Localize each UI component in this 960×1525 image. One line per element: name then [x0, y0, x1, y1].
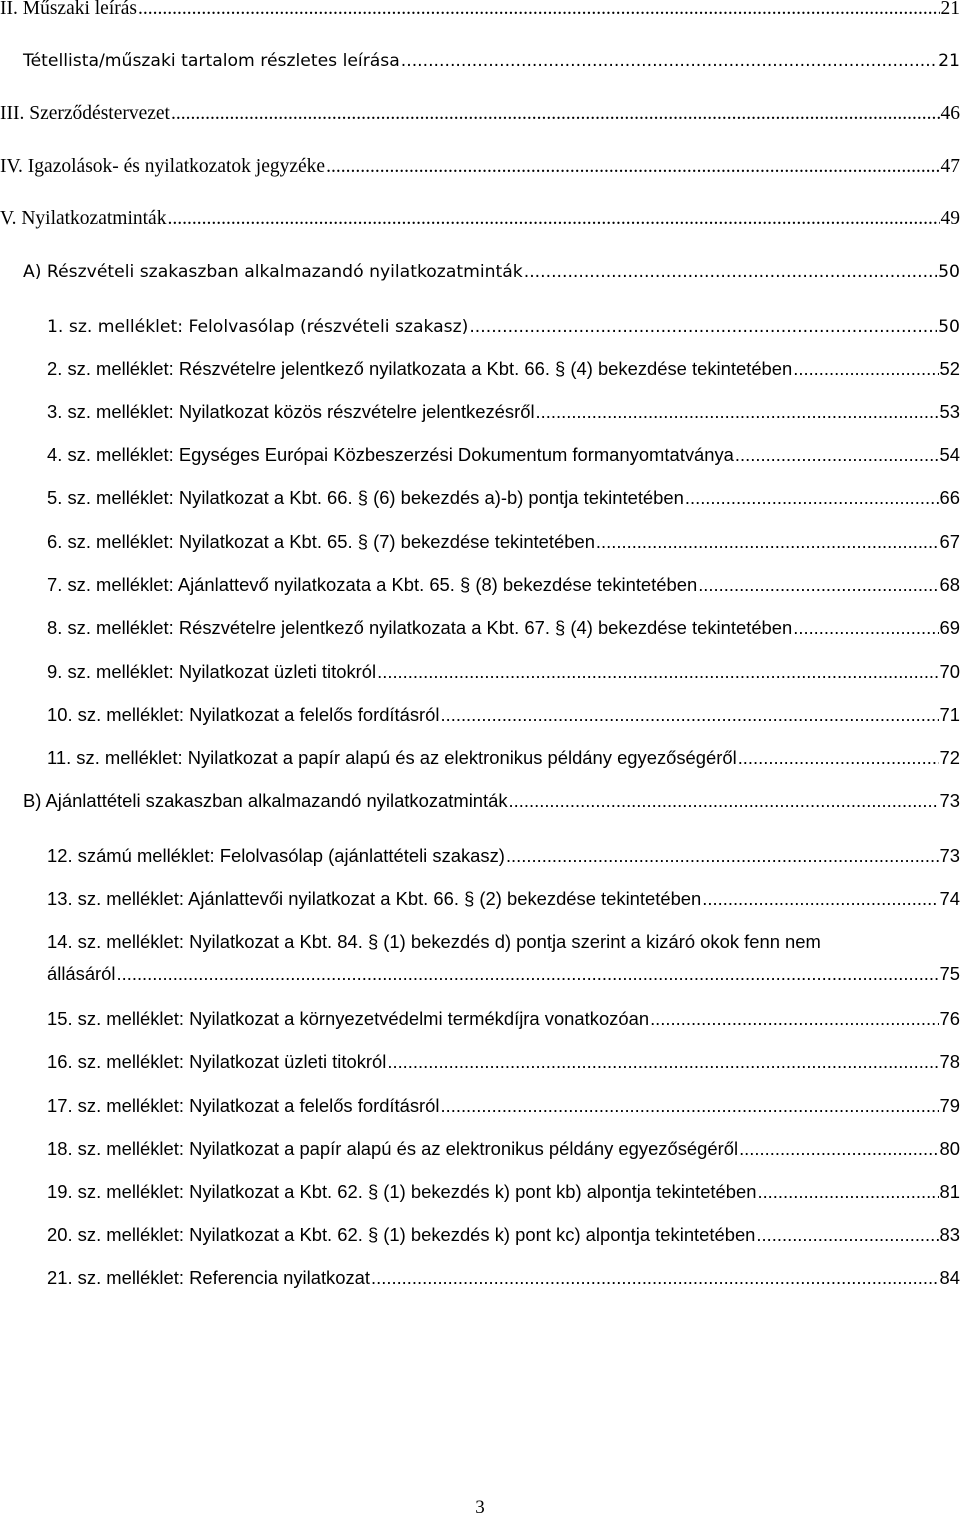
toc-entry-page: 54: [939, 444, 960, 465]
toc-dot-leader: [469, 311, 937, 343]
toc-entry[interactable]: [0, 203, 960, 235]
toc-dot-leader: [793, 612, 938, 644]
toc-dot-leader: [326, 151, 939, 183]
toc-entry-page: 47: [940, 156, 960, 177]
toc-dot-leader: [117, 958, 939, 990]
toc-entry-title: 14. sz. melléklet: Nyilatkozat a Kbt. 84. § (1) bekezdés d) pontja szerint a kizáró okok fenn nem: [47, 931, 821, 952]
toc-dot-leader: [387, 1046, 938, 1078]
toc-entry-title-continued: állásáról: [47, 963, 116, 984]
toc-entry[interactable]: [47, 1176, 960, 1208]
toc-entry-title: 19. sz. melléklet: Nyilatkozat a Kbt. 62. § (1) bekezdés k) pont kb) alpontja tekintetében: [47, 1181, 757, 1202]
toc-entry-page: 74: [939, 888, 960, 909]
toc-entry-page: 69: [939, 617, 960, 638]
toc-entry[interactable]: [0, 0, 960, 25]
toc-entry[interactable]: [47, 612, 960, 644]
toc-entry-title: 11. sz. melléklet: Nyilatkozat a papír alapú és az elektronikus példány egyezőségéről: [47, 747, 737, 768]
toc-entry-title: 15. sz. melléklet: Nyilatkozat a környezetvédelmi termékdíjra vonatkozóan: [47, 1008, 650, 1029]
toc-dot-leader: [509, 785, 939, 817]
toc-entry[interactable]: [47, 656, 960, 688]
toc-entry-page: 46: [940, 103, 960, 124]
toc-entry-page: 71: [939, 704, 960, 725]
toc-dot-leader: [524, 256, 937, 288]
toc-entry-page: 70: [939, 661, 960, 682]
toc-entry-page: 81: [939, 1181, 960, 1202]
toc-entry[interactable]: [47, 353, 960, 385]
toc-entry-title: 8. sz. melléklet: Részvételre jelentkező nyilatkozata a Kbt. 67. § (4) bekezdése tekintetében: [47, 617, 793, 638]
toc-entry-title: 16. sz. melléklet: Nyilatkozat üzleti titokról: [47, 1051, 387, 1072]
toc-entry-page: 79: [939, 1095, 960, 1116]
toc-entry-title: 13. sz. melléklet: Ajánlattevői nyilatkozat a Kbt. 66. § (2) bekezdése tekintetében: [47, 888, 702, 909]
toc-entry-page: 66: [939, 487, 960, 508]
toc-entry-title: 17. sz. melléklet: Nyilatkozat a felelős fordításról: [47, 1095, 440, 1116]
toc-entry[interactable]: [47, 396, 960, 428]
toc-entry[interactable]: [47, 1003, 960, 1035]
toc-entry[interactable]: [47, 883, 960, 915]
toc-entry-page: 50: [938, 262, 960, 282]
toc-dot-leader: [738, 742, 939, 774]
toc-entry-title: 2. sz. melléklet: Részvételre jelentkező nyilatkozata a Kbt. 66. § (4) bekezdése tekintetében: [47, 358, 793, 379]
toc-entry-continuation: [47, 958, 960, 990]
toc-entry[interactable]: [47, 1090, 960, 1122]
toc-entry-title: B) Ajánlattételi szakaszban alkalmazandó nyilatkozatminták: [23, 790, 508, 811]
toc-dot-leader: [506, 840, 939, 872]
toc-entry-page: 75: [939, 963, 960, 984]
toc-entry[interactable]: [47, 840, 960, 872]
toc-entry-title: 18. sz. melléklet: Nyilatkozat a papír alapú és az elektronikus példány egyezőségéről: [47, 1138, 739, 1159]
toc-entry-title: 12. számú melléklet: Felolvasólap (ajánlattételi szakasz): [47, 845, 505, 866]
toc-entry-page: 67: [939, 531, 960, 552]
toc-entry-page: 73: [939, 790, 960, 811]
toc-entry[interactable]: [47, 526, 960, 558]
toc-entry[interactable]: [47, 439, 960, 471]
toc-entry-title: Tétellista/műszaki tartalom részletes leírása: [23, 51, 400, 71]
toc-entry-title: 10. sz. melléklet: Nyilatkozat a felelős fordításról: [47, 704, 440, 725]
toc-entry[interactable]: [47, 1262, 960, 1294]
toc-dot-leader: [401, 45, 937, 77]
toc-entry[interactable]: [23, 45, 960, 77]
toc-dot-leader: [596, 526, 939, 558]
toc-entry-title: 7. sz. melléklet: Ajánlattevő nyilatkozata a Kbt. 65. § (8) bekezdése tekintetében: [47, 574, 698, 595]
toc-dot-leader: [735, 439, 939, 471]
toc-entry[interactable]: [47, 1133, 960, 1165]
toc-entry-title: 20. sz. melléklet: Nyilatkozat a Kbt. 62. § (1) bekezdés k) pont kc) alpontja tekintetében: [47, 1224, 756, 1245]
toc-entry[interactable]: [47, 699, 960, 731]
toc-entry-page: 72: [939, 747, 960, 768]
toc-dot-leader: [698, 569, 938, 601]
toc-entry-title: 21. sz. melléklet: Referencia nyilatkozat: [47, 1267, 371, 1288]
toc-entry-title: III. Szerződéstervezet: [0, 103, 170, 124]
toc-dot-leader: [441, 699, 939, 731]
toc-entry[interactable]: [23, 256, 960, 288]
toc-entry-page: 83: [939, 1224, 960, 1245]
toc-entry-title: 4. sz. melléklet: Egységes Európai Közbeszerzési Dokumentum formanyomtatványa: [47, 444, 734, 465]
toc-entry-title: IV. Igazolások- és nyilatkozatok jegyzéke: [0, 156, 326, 177]
toc-entry-title: 9. sz. melléklet: Nyilatkozat üzleti titokról: [47, 661, 377, 682]
toc-dot-leader: [650, 1003, 938, 1035]
toc-entry[interactable]: [47, 311, 960, 343]
toc-entry[interactable]: [0, 98, 960, 130]
toc-entry-title: 5. sz. melléklet: Nyilatkozat a Kbt. 66. § (6) bekezdés a)-b) pontja tekintetében: [47, 487, 684, 508]
toc-dot-leader: [536, 396, 939, 428]
toc-entry[interactable]: [47, 569, 960, 601]
toc-entry[interactable]: [0, 151, 960, 183]
toc-entry-page: 84: [939, 1267, 960, 1288]
toc-entry-title: 1. sz. melléklet: Felolvasólap (részvételi szakasz): [47, 317, 469, 337]
toc-entry-title: 6. sz. melléklet: Nyilatkozat a Kbt. 65. § (7) bekezdése tekintetében: [47, 531, 595, 552]
toc-entry-page: 53: [939, 401, 960, 422]
toc-entry[interactable]: [47, 482, 960, 514]
toc-dot-leader: [702, 883, 938, 915]
toc-entry-page: 78: [939, 1051, 960, 1072]
toc-dot-leader: [757, 1176, 938, 1208]
toc-entry-title: V. Nyilatkozatminták: [0, 208, 167, 229]
toc-entry-page: 80: [939, 1138, 960, 1159]
toc-entry[interactable]: [23, 785, 960, 817]
toc-entry-page: 76: [939, 1008, 960, 1029]
toc-entry[interactable]: [47, 742, 960, 774]
toc-entry-page: 49: [940, 208, 960, 229]
toc-dot-leader: [371, 1262, 939, 1294]
toc-dot-leader: [377, 656, 938, 688]
toc-entry-title: A) Részvételi szakaszban alkalmazandó nyilatkozatminták: [23, 262, 523, 282]
toc-dot-leader: [138, 0, 940, 25]
toc-dot-leader: [167, 203, 939, 235]
toc-entry-title: 3. sz. melléklet: Nyilatkozat közös részvételre jelentkezésről: [47, 401, 535, 422]
toc-dot-leader: [685, 482, 939, 514]
toc-entry-page: 21: [940, 0, 960, 19]
toc-dot-leader: [739, 1133, 938, 1165]
toc-entry-title: II. Műszaki leírás: [0, 0, 137, 19]
toc-entry-page: 50: [938, 317, 960, 337]
toc-entry[interactable]: [47, 926, 960, 990]
page-number: 3: [475, 1497, 485, 1518]
toc-entry-page: 68: [939, 574, 960, 595]
toc-entry-page: 52: [939, 358, 960, 379]
toc-entry[interactable]: [47, 1219, 960, 1251]
toc-entry-page: 21: [938, 51, 960, 71]
toc-dot-leader: [171, 98, 940, 130]
toc-entry[interactable]: [47, 1046, 960, 1078]
toc-dot-leader: [756, 1219, 938, 1251]
toc-entry-page: 73: [939, 845, 960, 866]
toc-dot-leader: [793, 353, 938, 385]
toc-dot-leader: [441, 1090, 939, 1122]
